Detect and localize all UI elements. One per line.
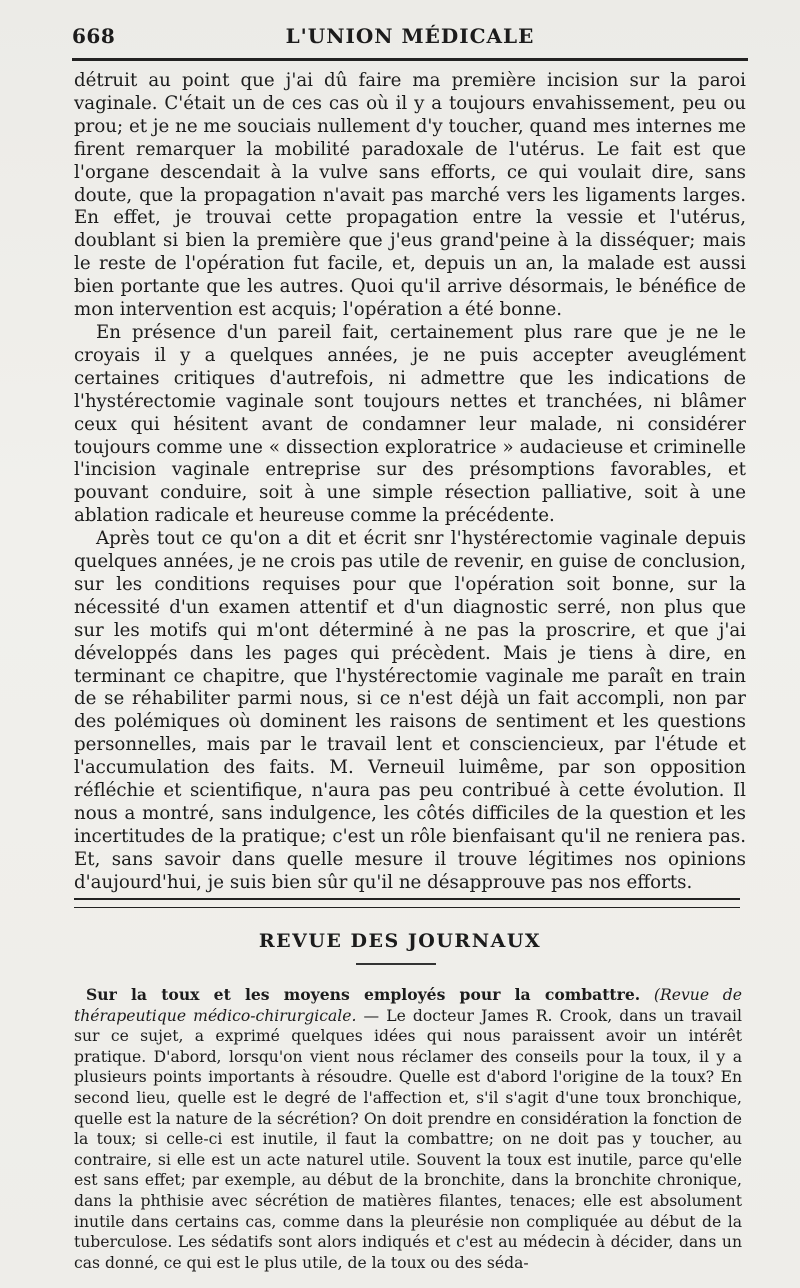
title-underline: [356, 963, 436, 965]
section-divider: [74, 898, 740, 908]
paragraph-1: détruit au point que j'ai dû faire ma première incision sur la paroi vaginale. C'était un de ces cas où il y a toujours envahissement, peu ou prou; et je ne me souciais nullement d'y toucher, quand mes internes me firent remarquer la mobilité paradoxale de l'utérus. Le fait est que l'organe descendait à la vulve sans efforts, ce qui voulait dire, sans doute, que la propagation n'avait pas marché vers les ligaments larges. En effet, je trouvai cette propagation entre la vessie et l'utérus, doublant si bien la première que j'eus grand'peine à la disséquer; mais le reste de l'opération fut facile, et, depuis un an, la malade est aussi bien portante que les autres. Quoi qu'il arrive désormais, le bénéfice de mon intervention est acquis; l'opération a été bonne.: [74, 70, 746, 321]
article-title: Sur la toux et les moyens employés pour la combattre.: [86, 985, 641, 1004]
article-paragraph: [74, 985, 742, 1273]
page-header: [72, 22, 748, 52]
page-number: 668: [72, 24, 116, 48]
main-text: [74, 70, 746, 895]
section-title: REVUE DES JOURNAUX: [258, 930, 542, 952]
journal-review-article: [74, 985, 742, 1273]
header-rule: [72, 58, 748, 61]
article-source: (Revue de thérapeutique médico-chirurgicale.: [74, 986, 742, 1025]
running-title: L'UNION MÉDICALE: [285, 24, 535, 48]
paragraph-2: En présence d'un pareil fait, certainement plus rare que je ne le croyais il y a quelques années, je ne puis accepter aveuglément certaines critiques d'autrefois, ni admettre que les indications de l'hystérectomie vaginale sont toujours nettes et tranchées, ni blâmer ceux qui hésitent avant de condamner leur malade, ni considérer toujours comme une « dissection exploratrice » audacieuse et criminelle l'incision vaginale entreprise sur des présomptions favorables, et pouvant conduire, soit à une simple résection palliative, soit à une ablation radicale et heureuse comme la précédente.: [74, 321, 746, 527]
article-text: — Le docteur James R. Crook, dans un travail sur ce sujet, a exprimé quelques idées qui nous paraissent avoir un intérêt pratique. D'abord, lorsqu'on vient nous réclamer des conseils pour la toux, il y a plusieurs points importants à résoudre. Quelle est d'abord l'origine de la toux? En second lieu, quelle est le degré de l'affection et, s'il s'agit d'une toux bronchique, quelle est la nature de la sécrétion? On doit prendre en considération la fonction de la toux; si celle-ci est inutile, il faut la combattre; on ne doit pas y toucher, au contraire, si elle est un acte naturel utile. Souvent la toux est inutile, parce qu'elle est sans effet; par exemple, au début de la bronchite, dans la bronchite chronique, dans la phthisie avec sécrétion de matières filantes, tenaces; elle est absolument inutile dans certains cas, comme dans la pleurésie non compliquée au début de la tuberculose. Les sédatifs sont alors indiqués et c'est au médecin à décider, dans un cas donné, ce qui est le plus utile, de la toux ou des séda-: [74, 1006, 742, 1272]
paragraph-3: Après tout ce qu'on a dit et écrit snr l'hystérectomie vaginale depuis quelques années, je ne crois pas utile de revenir, en guise de conclusion, sur les conditions requises pour que l'opération soit bonne, sur la nécessité d'un examen attentif et d'un diagnostic serré, non plus que sur les motifs qui m'ont déterminé à ne pas la proscrire, et que j'ai développés dans les pages qui précèdent. Mais je tiens à dire, en terminant ce chapitre, que l'hystérectomie vaginale me paraît en train de se réhabiliter parmi nous, si ce n'est déjà un fait accompli, non par des polémiques où dominent les raisons de sentiment et les questions personnelles, mais par le travail lent et consciencieux, par l'étude et l'accumulation des faits. M. Verneuil luimême, par son opposition réfléchie et scientifique, n'aura pas peu contribué à cette évolution. Il nous a montré, sans indulgence, les côtés difficiles de la question et les incertitudes de la pratique; c'est un rôle bienfaisant qu'il ne reniera pas. Et, sans savoir dans quelle mesure il trouve légitimes nos opinions d'aujourd'hui, je suis bien sûr qu'il ne désapprouve pas nos efforts.: [74, 528, 746, 893]
